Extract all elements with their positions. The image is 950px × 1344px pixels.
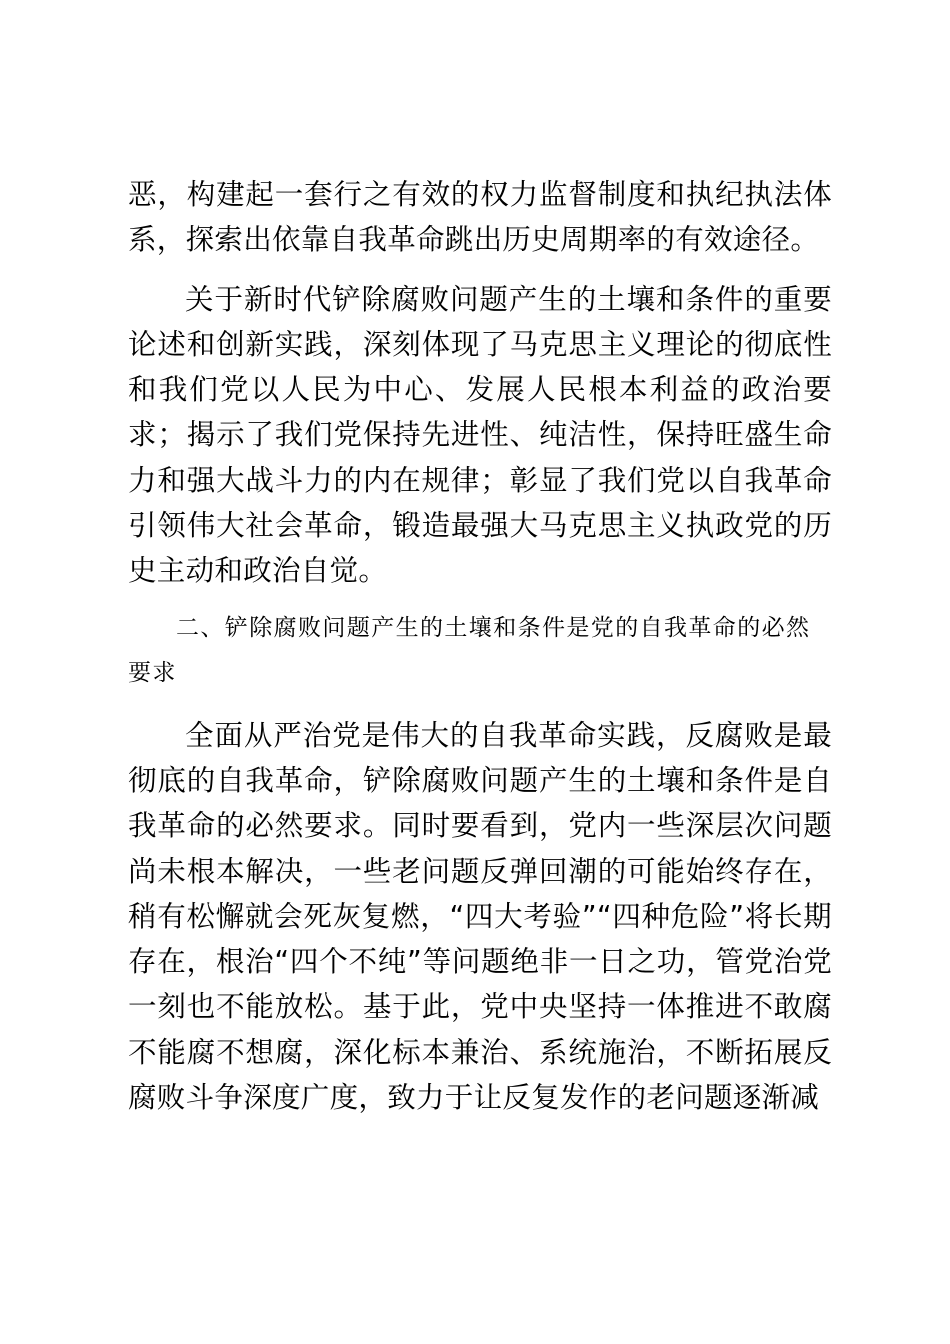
- section-heading: 二、铲除腐败问题产生的土壤和条件是党的自我革命的必然要求: [128, 614, 811, 687]
- paragraph-party-governance: 全面从严治党是伟大的自我革命实践，反腐败是最彻底的自我革命，铲除腐败问题产生的土壤和条件是自我革命的必然要求。同时要看到，党内一些深层次问题尚未根本解决，一些老问题反弹回潮的可能始终存在，稍有松懈就会死灰复燃，“四大考验”“四种危险”将长期存在，根治“四个不纯”等问题绝非一日之功，管党治党一刻也不能放松。基于此，党中央坚持一体推进不敢腐不能腐不想腐，深化标本兼治、系统施治，不断拓展反腐败斗争深度广度，致力于让反复发作的老问题逐渐减: [128, 718, 832, 1115]
- paragraph-continued: 恶，构建起一套行之有效的权力监督制度和执纪执法体系，探索出依靠自我革命跳出历史周期率的有效途径。: [128, 178, 832, 257]
- document-body: [128, 172, 832, 1120]
- paragraph-reform-significance: 关于新时代铲除腐败问题产生的土壤和条件的重要论述和创新实践，深刻体现了马克思主义理论的彻底性和我们党以人民为中心、发展人民根本利益的政治要求；揭示了我们党保持先进性、纯洁性，保持旺盛生命力和强大战斗力的内在规律；彰显了我们党以自我革命引领伟大社会革命，锻造最强大马克思主义执政党的历史主动和政治自觉。: [128, 282, 832, 588]
